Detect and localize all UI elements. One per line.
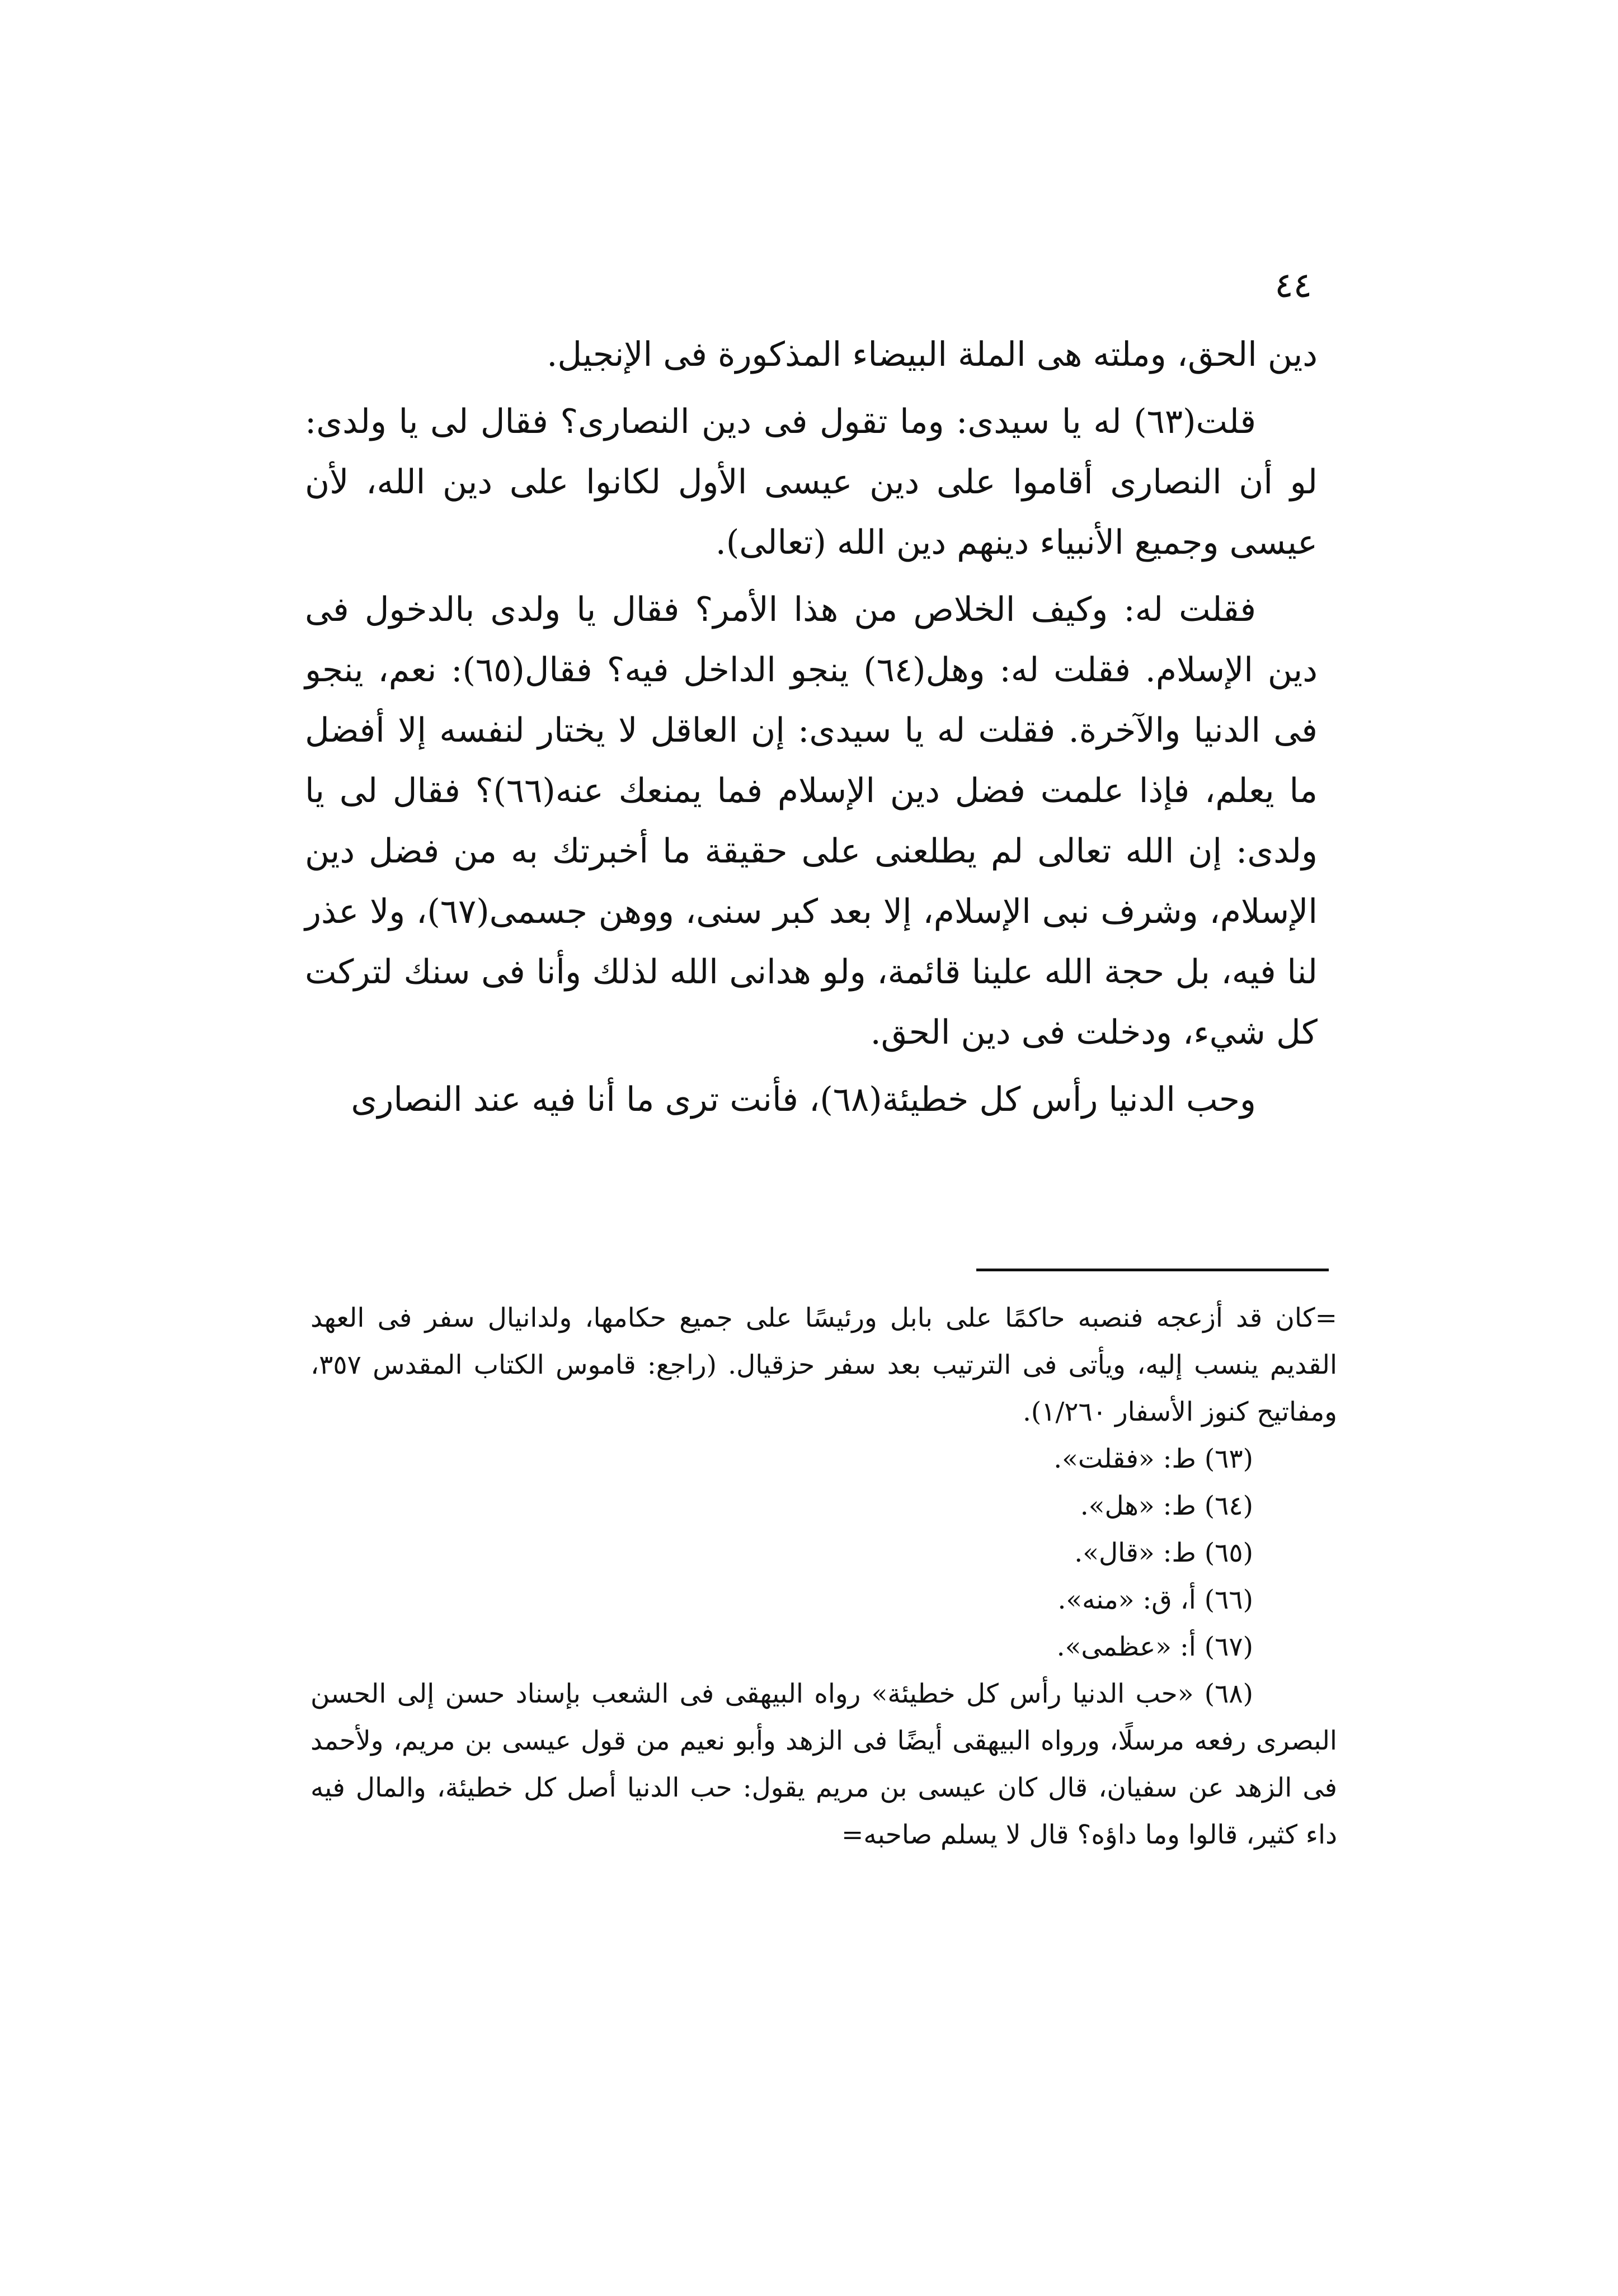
footnote-item: (٦٧) أ: «عظمى». xyxy=(1056,1632,1253,1662)
footnote-continuation: =كان قد أزعجه فنصبه حاكمًا على بابل ورئيسًا على جميع حكامها، ولدانيال سفر فى العهد القديم ينسب إليه، ويأتى فى الترتيب بعد سفر حزقيال. (راجع: قاموس الكتاب المقدس ٣٥٧، ومفاتيح كنوز الأسفار ١/٢٦٠). xyxy=(311,1303,1337,1427)
paragraph: وحب الدنيا رأس كل خطيئة(٦٨)، فأنت ترى ما أنا فيه عند النصارى xyxy=(351,1080,1256,1119)
footnote-item: (٦٤) ط: «هل». xyxy=(1080,1491,1253,1521)
paragraph: قلت(٦٣) له يا سيدى: وما تقول فى دين النصارى؟ فقال لى يا ولدى: لو أن النصارى أقاموا على دين عيسى الأول لكانوا على دين الله، لأن عيسى وجميع الأنبياء دينهم دين الله (تعالى). xyxy=(305,402,1318,562)
footnote-item: (٦٣) ط: «فقلت». xyxy=(1053,1444,1253,1474)
paragraph: دين الحق، وملته هى الملة البيضاء المذكورة فى الإنجيل. xyxy=(547,335,1318,374)
main-text xyxy=(305,324,1318,1137)
footnote-item: (٦٥) ط: «قال». xyxy=(1074,1538,1253,1568)
footnote-divider xyxy=(976,1269,1329,1271)
paragraph: فقلت له: وكيف الخلاص من هذا الأمر؟ فقال يا ولدى بالدخول فى دين الإسلام. فقلت له: وهل(٦٤) ينجو الداخل فيه؟ فقال(٦٥): نعم، ينجو فى الدنيا والآخرة. فقلت له يا سيدى: إن العاقل لا يختار لنفسه إلا أفضل ما يعلم، فإذا علمت فضل دين الإسلام فما يمنعك عنه(٦٦)؟ فقال لى يا ولدى: إن الله تعالى لم يطلعنى على حقيقة ما أخبرتك به من فضل دين الإسلام، وشرف نبى الإسلام، إلا بعد كبر سنى، ووهن جسمى(٦٧)، ولا عذر لنا فيه، بل حجة الله علينا قائمة، ولو هدانى الله لذلك وأنا فى سنك لتركت كل شيء، ودخلت فى دين الحق. xyxy=(305,590,1318,1052)
footnote-item: (٦٦) أ، ق: «منه». xyxy=(1057,1585,1253,1615)
footnotes xyxy=(311,1295,1337,1859)
footnote-item: (٦٨) «حب الدنيا رأس كل خطيئة» رواه البيهقى فى الشعب بإسناد حسن إلى الحسن البصرى رفعه مرسلًا، ورواه البيهقى أيضًا فى الزهد وأبو نعيم من قول عيسى بن مريم، ولأحمد فى الزهد عن سفيان، قال كان عيسى بن مريم يقول: حب الدنيا أصل كل خطيئة، والمال فيه داء كثير، قالوا وما داؤه؟ قال لا يسلم صاحبه= xyxy=(311,1679,1337,1850)
page-number: ٤٤ xyxy=(1274,265,1312,305)
